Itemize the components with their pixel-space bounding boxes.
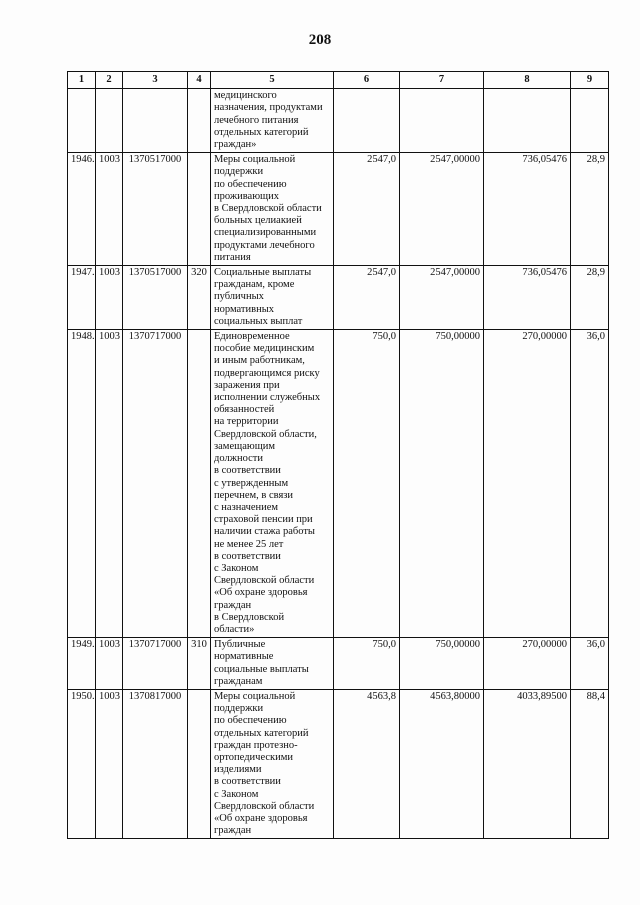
column-header: 1 [68, 72, 96, 89]
row-number: 1947. [68, 266, 96, 330]
percent-col9: 36,0 [571, 638, 609, 690]
amount-col6: 4563,8 [334, 689, 400, 838]
amount-col7 [400, 89, 484, 153]
table-row [68, 153, 609, 266]
amount-col7: 750,00000 [400, 638, 484, 690]
percent-col9: 36,0 [571, 330, 609, 638]
amount-col8: 270,00000 [484, 330, 571, 638]
target-code: 1370717000 [123, 638, 188, 690]
description: Публичные нормативные социальные выплаты гражданам [211, 638, 334, 690]
table-row [68, 330, 609, 638]
section-code: 1003 [96, 638, 123, 690]
amount-col6 [334, 89, 400, 153]
column-header: 3 [123, 72, 188, 89]
amount-col8: 270,00000 [484, 638, 571, 690]
amount-col7: 2547,00000 [400, 266, 484, 330]
column-header: 2 [96, 72, 123, 89]
percent-col9 [571, 89, 609, 153]
table-row [68, 689, 609, 838]
amount-col6: 750,0 [334, 330, 400, 638]
description: Социальные выплаты гражданам, кроме публичных нормативных социальных выплат [211, 266, 334, 330]
budget-table [67, 71, 609, 839]
amount-col8 [484, 89, 571, 153]
amount-col8: 736,05476 [484, 153, 571, 266]
amount-col8: 736,05476 [484, 266, 571, 330]
target-code: 1370817000 [123, 689, 188, 838]
expense-type [188, 330, 211, 638]
expense-type [188, 689, 211, 838]
table-row [68, 638, 609, 690]
page-number: 208 [308, 32, 332, 48]
percent-col9: 28,9 [571, 266, 609, 330]
target-code: 1370517000 [123, 266, 188, 330]
row-number: 1949. [68, 638, 96, 690]
section-code: 1003 [96, 153, 123, 266]
row-number: 1950. [68, 689, 96, 838]
column-header: 8 [484, 72, 571, 89]
target-code: 1370717000 [123, 330, 188, 638]
row-number: 1948. [68, 330, 96, 638]
section-code [96, 89, 123, 153]
percent-col9: 28,9 [571, 153, 609, 266]
header-row [68, 72, 609, 89]
amount-col6: 2547,0 [334, 266, 400, 330]
section-code: 1003 [96, 689, 123, 838]
column-header: 7 [400, 72, 484, 89]
description: Единовременное пособие медицинским и иным работникам, подвергающимся риску заражения при исполнении служебных обязанностей на территории Свердловской области, замещающим должности в соответствии с утвержденным перечнем, в связи с назначением страховой пенсии при наличии стажа работы не менее 25 лет в соответствии с Законом Свердловской области «Об охране здоровья граждан в Свердловской области» [211, 330, 334, 638]
target-code [123, 89, 188, 153]
section-code: 1003 [96, 330, 123, 638]
amount-col7: 2547,00000 [400, 153, 484, 266]
table-row [68, 89, 609, 153]
description: Меры социальной поддержки по обеспечению проживающих в Свердловской области больных целиакией специализированными продуктами лечебного питания [211, 153, 334, 266]
description: Меры социальной поддержки по обеспечению отдельных категорий граждан протезно- ортопедическими изделиями в соответствии с Законом Свердловской области «Об охране здоровья граждан [211, 689, 334, 838]
description: медицинского назначения, продуктами лечебного питания отдельных категорий граждан» [211, 89, 334, 153]
amount-col7: 4563,80000 [400, 689, 484, 838]
row-number [68, 89, 96, 153]
column-header: 6 [334, 72, 400, 89]
expense-type [188, 153, 211, 266]
expense-type: 320 [188, 266, 211, 330]
row-number: 1946. [68, 153, 96, 266]
column-header: 4 [188, 72, 211, 89]
amount-col7: 750,00000 [400, 330, 484, 638]
section-code: 1003 [96, 266, 123, 330]
amount-col6: 750,0 [334, 638, 400, 690]
amount-col6: 2547,0 [334, 153, 400, 266]
target-code: 1370517000 [123, 153, 188, 266]
table-row [68, 266, 609, 330]
expense-type [188, 89, 211, 153]
amount-col8: 4033,89500 [484, 689, 571, 838]
column-header: 9 [571, 72, 609, 89]
percent-col9: 88,4 [571, 689, 609, 838]
expense-type: 310 [188, 638, 211, 690]
column-header: 5 [211, 72, 334, 89]
